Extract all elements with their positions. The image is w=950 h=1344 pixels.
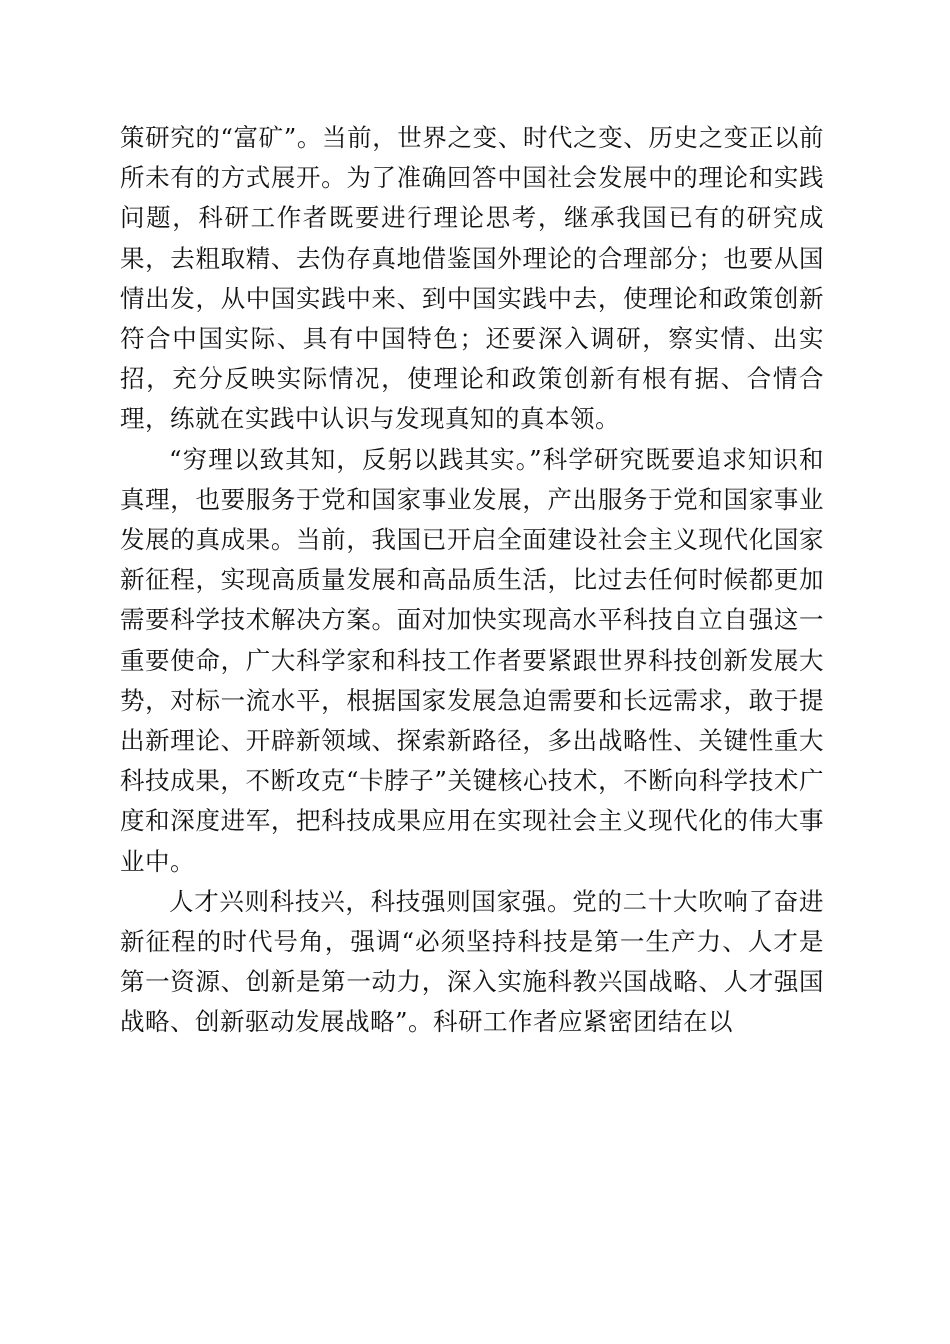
body-text <box>120 118 824 1043</box>
paragraph-continuation: 策研究的“富矿”。当前，世界之变、时代之变、历史之变正以前所未有的方式展开。为了准确回答中国社会发展中的理论和实践问题，科研工作者既要进行理论思考，继承我国已有的研究成果，去粗取精、去伪存真地借鉴国外理论的合理部分；也要从国情出发，从中国实践中来、到中国实践中去，使理论和政策创新符合中国实际、具有中国特色；还要深入调研，察实情、出实招，充分反映实际情况，使理论和政策创新有根有据、合情合理，练就在实践中认识与发现真知的真本领。 <box>120 123 824 434</box>
paragraph-talent: 人才兴则科技兴，科技强则国家强。党的二十大吹响了奋进新征程的时代号角，强调“必须坚持科技是第一生产力、人才是第一资源、创新是第一动力，深入实施科教兴国战略、人才强国战略、创新驱动发展战略”。科研工作者应紧密团结在以 <box>120 886 824 1037</box>
paragraph-quote: “穷理以致其知，反躬以践其实。”科学研究既要追求知识和真理，也要服务于党和国家事业发展，产出服务于党和国家事业发展的真成果。当前，我国已开启全面建设社会主义现代化国家新征程，实现高质量发展和高品质生活，比过去任何时候都更加需要科学技术解决方案。面对加快实现高水平科技自立自强这一重要使命，广大科学家和科技工作者要紧跟世界科技创新发展大势，对标一流水平，根据国家发展急迫需要和长远需求，敢于提出新理论、开辟新领域、探索新路径，多出战略性、关键性重大科技成果，不断攻克“卡脖子”关键核心技术，不断向科学技术广度和深度进军，把科技成果应用在实现社会主义现代化的伟大事业中。 <box>120 444 824 876</box>
